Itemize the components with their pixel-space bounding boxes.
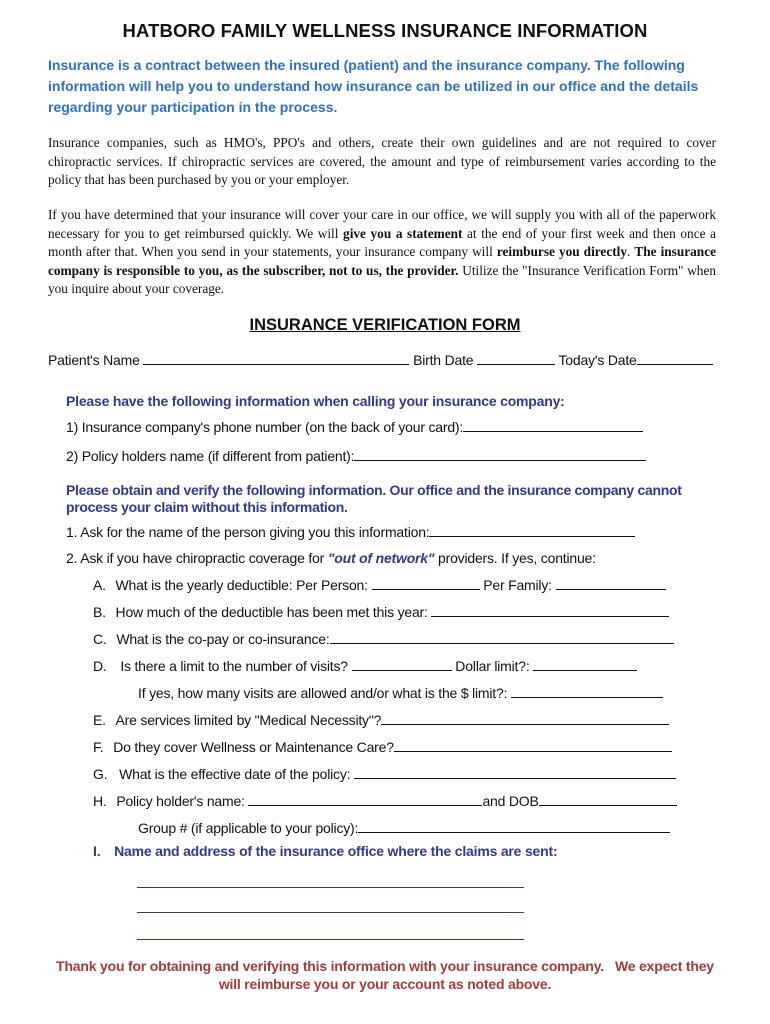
item-d-label: Is there a limit to the number of visits? bbox=[120, 658, 348, 674]
out-of-network-emphasis: "out of network" bbox=[327, 550, 435, 566]
visit-limit-field[interactable] bbox=[352, 658, 452, 671]
item-f-label: Do they cover Wellness or Maintenance Care? bbox=[113, 739, 394, 755]
item-d-label2: Dollar limit?: bbox=[455, 658, 530, 674]
item-e-row bbox=[93, 712, 669, 728]
item-g-row bbox=[93, 766, 676, 782]
group-number-field[interactable] bbox=[358, 820, 670, 833]
patient-info-row bbox=[48, 352, 713, 368]
policy-holder-dob-field[interactable] bbox=[539, 793, 677, 806]
para2-bold-responsibility: The insurance company is responsible to you, as the subscriber, not to us, the provider. bbox=[48, 244, 717, 278]
policy-holder-field[interactable] bbox=[354, 448, 646, 461]
phone-number-row bbox=[66, 419, 643, 435]
policy-holder-name-field[interactable] bbox=[248, 793, 482, 806]
item-d-sub-row bbox=[138, 685, 663, 701]
effective-date-field[interactable] bbox=[354, 766, 676, 779]
wellness-care-field[interactable] bbox=[394, 739, 672, 752]
item-g-letter: G. bbox=[93, 766, 108, 782]
para2-text-4: Utilize the "Insurance Verification Form" when you inquire about your coverage. bbox=[48, 262, 716, 296]
birth-date-label: Birth Date bbox=[413, 352, 474, 368]
verify-heading: Please obtain and verify the following information. Our office and the insurance company cannot process your claim without this information. bbox=[66, 482, 682, 515]
item-a-label2: Per Family: bbox=[483, 577, 552, 593]
item-i-row bbox=[93, 843, 557, 859]
item-h-label2: and DOB bbox=[482, 793, 539, 809]
para2-bold-statement: give you a statement bbox=[343, 225, 463, 241]
para2-bold-reimburse: reimburse you directly bbox=[496, 244, 628, 259]
item-e-label: Are services limited by "Medical Necessity"? bbox=[115, 712, 382, 728]
page-title: HATBORO FAMILY WELLNESS INSURANCE INFORMATION bbox=[122, 20, 648, 41]
step2-text-post: providers. If yes, continue: bbox=[434, 550, 596, 566]
claims-address-line-2[interactable] bbox=[137, 912, 524, 913]
copay-field[interactable] bbox=[330, 631, 674, 644]
phone-number-label: 1) Insurance company's phone number (on the back of your card): bbox=[66, 419, 464, 435]
item-b-label: How much of the deductible has been met this year: bbox=[115, 604, 428, 620]
item-c-label: What is the co-pay or co-insurance: bbox=[116, 631, 330, 647]
item-d-letter: D. bbox=[93, 658, 107, 674]
intro-statement: Insurance is a contract between the insured (patient) and the insurance company. The following information will help you to understand how insurance can be utilized in our office and the details regarding your participation in the process. bbox=[48, 57, 699, 115]
birth-date-field[interactable] bbox=[477, 352, 555, 365]
group-number-label: Group # (if applicable to your policy): bbox=[138, 820, 359, 836]
todays-date-field[interactable] bbox=[637, 352, 713, 365]
deductible-per-family-field[interactable] bbox=[556, 577, 666, 590]
policy-holder-row bbox=[66, 448, 646, 464]
step2-row bbox=[66, 550, 596, 566]
patient-name-field[interactable] bbox=[143, 352, 409, 365]
item-f-letter: F. bbox=[93, 739, 104, 755]
item-c-letter: C. bbox=[93, 631, 107, 647]
claims-address-line-1[interactable] bbox=[137, 887, 524, 888]
have-info-heading: Please have the following information when calling your insurance company: bbox=[66, 393, 565, 409]
item-d-row bbox=[93, 658, 637, 674]
coverage-paragraph: Insurance companies, such as HMO's, PPO's and others, create their own guidelines and are not required to cover chiropractic services. If chiropractic services are covered, the amount and type of reimbursement varies according to the policy that has been purchased by you or your employer. bbox=[48, 135, 716, 187]
footer-line-1: Thank you for obtaining and verifying this information with your insurance company. We expect they bbox=[56, 958, 714, 974]
item-h-letter: H. bbox=[93, 793, 107, 809]
item-e-letter: E. bbox=[93, 712, 106, 728]
todays-date-label: Today's Date bbox=[558, 352, 637, 368]
phone-number-field[interactable] bbox=[463, 419, 643, 432]
step1-row bbox=[66, 524, 635, 540]
item-g-label: What is the effective date of the policy: bbox=[119, 766, 351, 782]
item-h-label: Policy holder's name: bbox=[116, 793, 245, 809]
step1-label: 1. Ask for the name of the person giving you this information: bbox=[66, 524, 430, 540]
deductible-per-person-field[interactable] bbox=[372, 577, 480, 590]
item-f-row bbox=[93, 739, 672, 755]
para2-text-2: at the end of your first week and then once a month after that. When you send in your statements, your insurance company will bbox=[48, 225, 716, 259]
step1-field[interactable] bbox=[429, 524, 635, 537]
policy-holder-label: 2) Policy holders name (if different from patient): bbox=[66, 448, 355, 464]
item-b-letter: B. bbox=[93, 604, 106, 620]
item-i-letter: I. bbox=[93, 843, 101, 859]
item-b-row bbox=[93, 604, 669, 620]
deductible-met-field[interactable] bbox=[431, 604, 669, 617]
item-h-row bbox=[93, 793, 677, 809]
step2-text-pre: 2. Ask if you have chiropractic coverage for bbox=[66, 550, 328, 566]
dollar-limit-field[interactable] bbox=[533, 658, 637, 671]
form-title: INSURANCE VERIFICATION FORM bbox=[249, 316, 521, 334]
reimbursement-paragraph bbox=[48, 206, 716, 299]
item-i-label: Name and address of the insurance office where the claims are sent: bbox=[114, 843, 558, 859]
para2-text-1: If you have determined that your insurance will cover your care in our office, we will supply you with all of the paperwork necessary for you to get reimbursed quickly. We will bbox=[48, 207, 716, 241]
item-a-row bbox=[93, 577, 666, 593]
claims-address-line-3[interactable] bbox=[137, 939, 524, 940]
visits-allowed-field[interactable] bbox=[511, 685, 663, 698]
item-h-sub-row bbox=[138, 820, 670, 836]
medical-necessity-field[interactable] bbox=[381, 712, 669, 725]
item-c-row bbox=[93, 631, 674, 647]
item-a-label: What is the yearly deductible: Per Person: bbox=[115, 577, 368, 593]
para2-text-3: . bbox=[627, 244, 635, 259]
item-d-sub-label: If yes, how many visits are allowed and/or what is the $ limit?: bbox=[138, 685, 508, 701]
patient-name-label: Patient's Name bbox=[48, 352, 140, 368]
footer-line-2: will reimburse you or your account as noted above. bbox=[218, 976, 552, 992]
item-a-letter: A. bbox=[93, 577, 106, 593]
thank-you-footer bbox=[0, 957, 770, 993]
